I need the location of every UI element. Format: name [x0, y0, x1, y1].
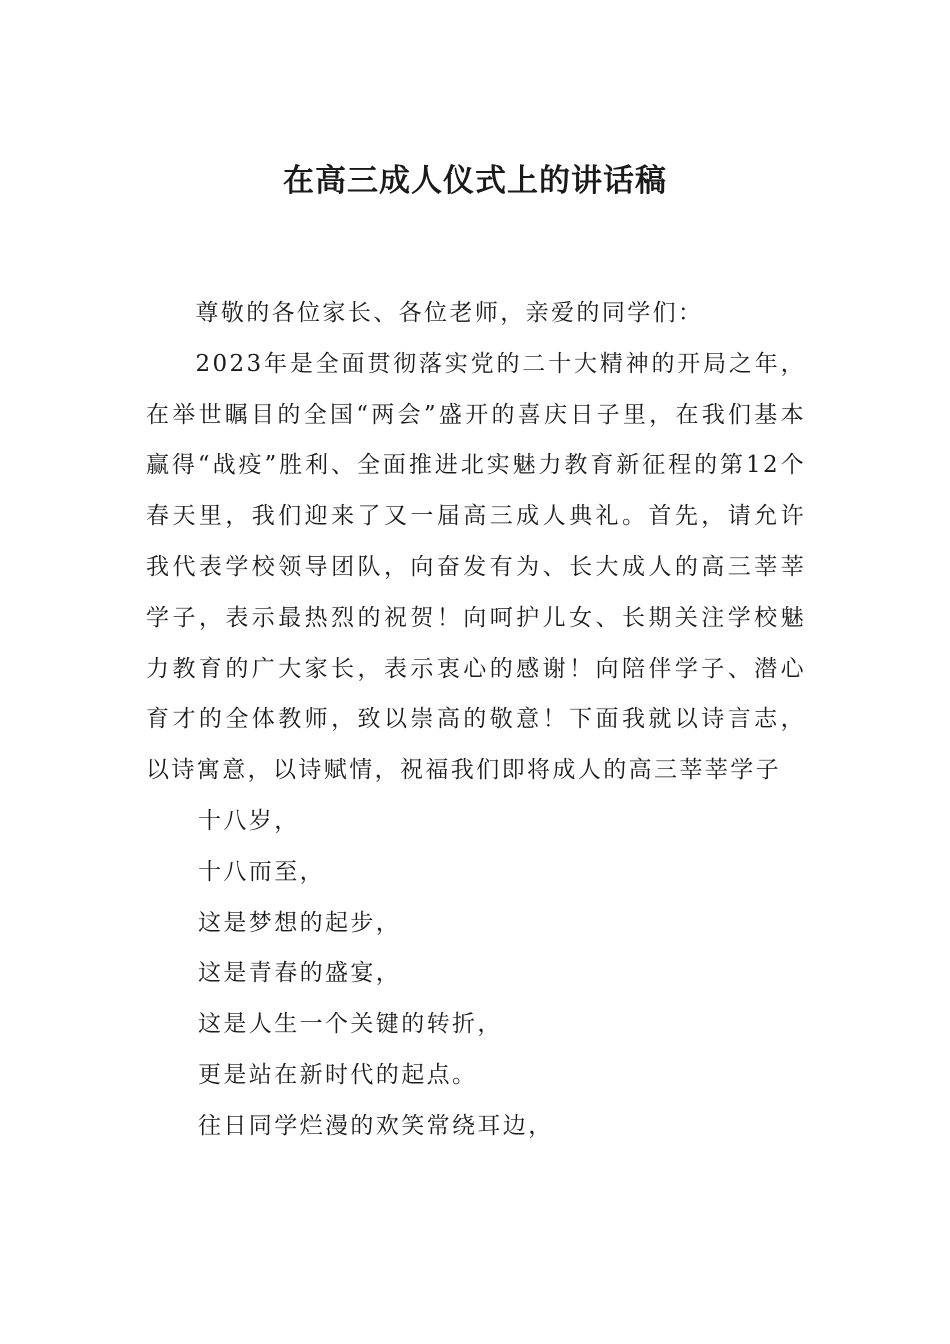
poem-line: 更是站在新时代的起点。: [198, 1061, 478, 1088]
poem-line: 十八而至，: [198, 858, 325, 885]
poem-line: 这是人生一个关键的转折，: [198, 1011, 503, 1038]
document-body: [146, 288, 806, 1152]
salutation-paragraph: 尊敬的各位家长、各位老师，亲爱的同学们：: [195, 300, 704, 326]
poem-line: 这是梦想的起步，: [198, 909, 402, 936]
poem-line: 十八岁，: [198, 807, 300, 834]
poem-line: 这是青春的盛宴，: [198, 960, 402, 987]
intro-paragraph: 2023年是全面贯彻落实党的二十大精神的开局之年，在举世瞩目的全国“两会”盛开的喜庆日子里，在我们基本赢得“战疫”胜利、全面推进北实魅力教育新征程的第12个春天里，我们迎来了又一届高三成人典礼。首先，请允许我代表学校领导团队，向奋发有为、长大成人的高三莘莘学子，表示最热烈的祝贺！向呵护儿女、长期关注学校魅力教育的广大家长，表示衷心的感谢！向陪伴学子、潜心育才的全体教师，致以崇高的敬意！下面我就以诗言志，以诗寓意，以诗赋情，祝福我们即将成人的高三莘莘学子: [146, 350, 806, 784]
document-title: 在高三成人仪式上的讲话稿: [283, 163, 667, 199]
poem-line: 往日同学烂漫的欢笑常绕耳边，: [198, 1112, 554, 1139]
